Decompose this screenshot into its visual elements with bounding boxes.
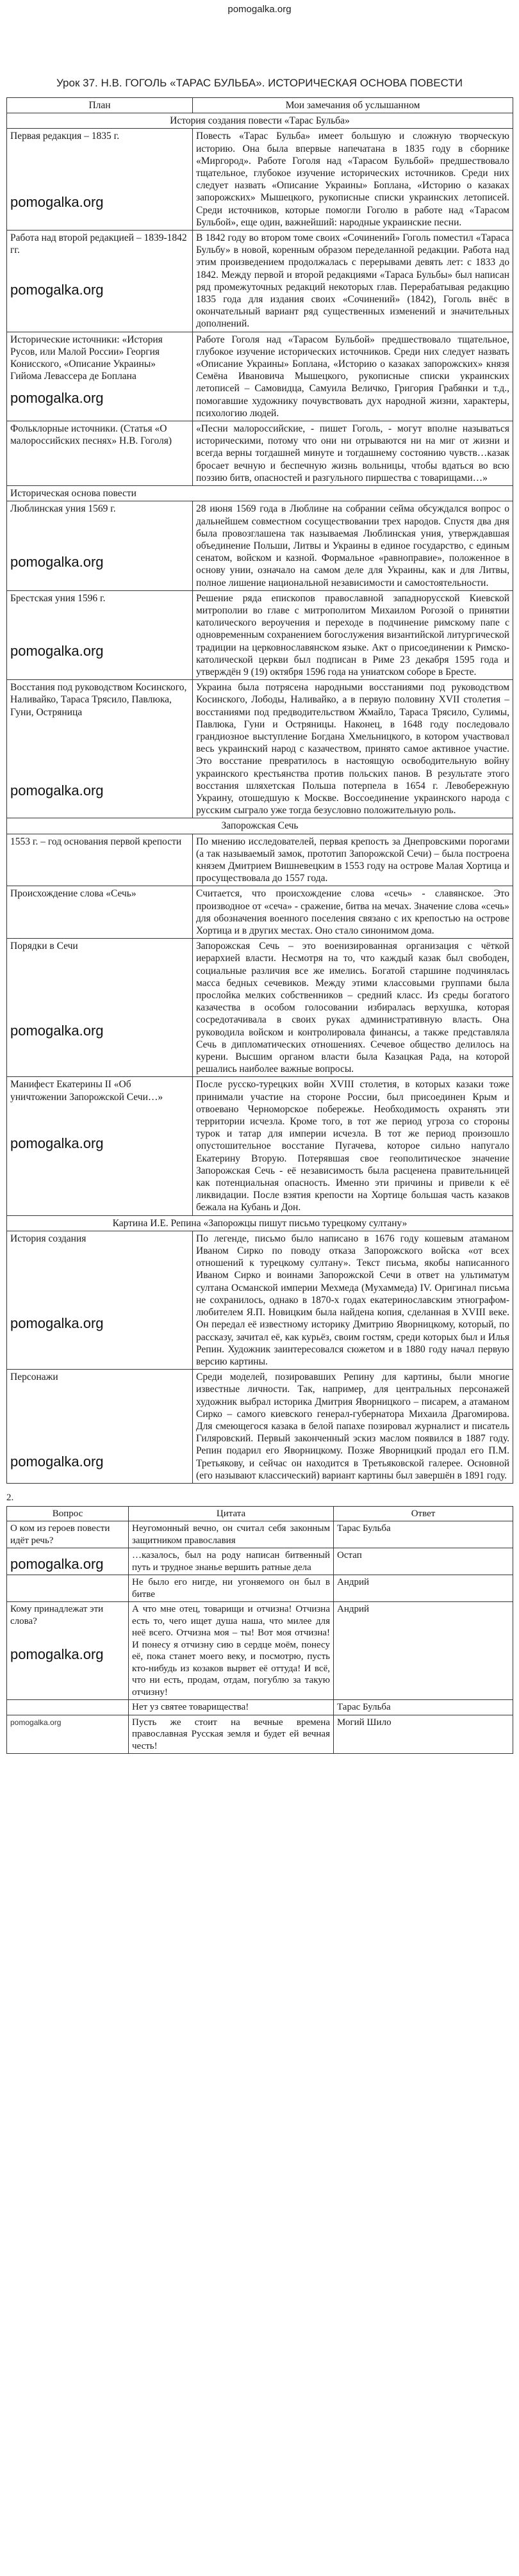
question-cell (7, 1548, 129, 1575)
watermark: pomogalka.org (10, 1717, 62, 1727)
plan-item: Порядки в Сечи pomogalka.org (7, 939, 193, 1077)
question-cell (7, 1575, 129, 1602)
question-cell: Кому принадлежат эти слова? pomogalka.org (7, 1602, 129, 1700)
table-row (7, 1548, 513, 1575)
notes-item: 28 июня 1569 года в Люблине на собрании сейма обсуждался вопрос о дальнейшем совместном сосуществовании трех народов. Спустя два дня была провозглашена так называемая Люблинская уния, утверждавшая объединение Польши, Литвы и Украины в единое государство, с единым сенатом, войском и казной. Формальное «равноправие», положенное в основу унии, означало на самом деле для Украины, как и для Литвы, полное лишение национальной независимости и самостоятельности. (193, 501, 513, 590)
header-notes: Мои замечания об услышанном (193, 98, 513, 113)
watermark: pomogalka.org (10, 282, 104, 298)
plan-item: Происхождение слова «Сечь» (7, 886, 193, 939)
notes-item: По мнению исследователей, первая крепость за Днепровскими порогами (а так называемый замок, прототип Запорожской Сечи) – была построена князем Дмитрием Вишневецким в 1553 году на острове Малая Хортица и просуществовала до 1557 года. (193, 834, 513, 886)
quote-cell: Нет уз святее товарищества! (129, 1700, 334, 1715)
plan-item: Брестская уния 1596 г. pomogalka.org (7, 590, 193, 679)
lesson-table (6, 97, 513, 1484)
watermark: pomogalka.org (10, 642, 104, 659)
table-row (7, 939, 513, 1077)
quote-cell: Не было его нигде, ни угоняемого он был в битве (129, 1575, 334, 1602)
table-row (7, 886, 513, 939)
quote-cell: Неугомонный вечно, он считал себя законным защитником православия (129, 1521, 334, 1548)
table-row (7, 1602, 513, 1700)
watermark: pomogalka.org (10, 390, 104, 407)
plan-item: 1553 г. – год основания первой крепости (7, 834, 193, 886)
plan-item: Манифест Екатерины II «Об уничтожении Запорожской Сечи…» pomogalka.org (7, 1077, 193, 1215)
quotes-table (6, 1506, 513, 1754)
notes-item: Решение ряда епископов православной западнорусской Киевской митрополии во главе с митрополитом Михаилом Рогозой о принятии католического вероучения и переходе в подчинение римскому папе с одновременным сохранением богослужения византийской литургической традиции на церковнославянском языке. Акт о присоединении к Римско-католической церкви был подписан в Риме 23 декабря 1595 года и утверждён 9 (19) октября 1596 года на униатском соборе в Бресте. (193, 590, 513, 679)
table-row (7, 1575, 513, 1602)
table-row (7, 590, 513, 679)
notes-item: Повесть «Тарас Бульба» имеет большую и сложную творческую историю. Она была впервые напечатана в 1835 году в сборнике «Миргород». Работе Гоголя над «Тарасом Бульбой» предшествовало тщательное, глубокое изучение исторических источников. Среди них следует назвать «Описание Украины» Боплана, «Историю о казаках запорожских» Мышецкого, рукописные списки украинских летописей. Среди источников, которые помогли Гоголю в работе над «Тарасом Бульбой», еще один, важнейший: народные украинские песни. (193, 129, 513, 231)
table-row (7, 680, 513, 818)
answer-cell: Тарас Бульба (334, 1521, 513, 1548)
table-header-row (7, 98, 513, 113)
header-plan: План (7, 98, 193, 113)
question-cell (7, 1700, 129, 1715)
plan-item: Восстания под руководством Косинского, Наливайко, Тараса Трясило, Павлюка, Гуни, Остряница pomogalka.org (7, 680, 193, 818)
answer-cell: Андрий (334, 1602, 513, 1700)
table-row (7, 501, 513, 590)
table-row (7, 332, 513, 421)
plan-item: Люблинская уния 1569 г. pomogalka.org (7, 501, 193, 590)
section-title: Историческая основа повести (7, 486, 513, 501)
answer-cell: Остап (334, 1548, 513, 1575)
watermark: pomogalka.org (10, 193, 104, 210)
watermark: pomogalka.org (10, 1454, 104, 1470)
notes-item: Украина была потрясена народными восстаниями под руководством Косинского, Лободы, Наливайко, а в первую половину XVII столетия – восстаниями под предводительством Жмайло, Тараса Трясило, Сулимы, Павлюка, Гуни и Остряницы. Наконец, в 1648 году последовало грандиозное выступление Богдана Хмельницкого, в котором участвовал весь украинский народ с казачеством, принято самое активное участие. Это восстание превратилось в настоящую освободительную войну украинского крестьянства против польских панов. В результате этого восстания шляхетская Польша потерпела в 1654 г. Левобережную Украину, отошедшую к Москве. Воссоединение украинского народа с русским сыграло уже тогда безусловно положительную роль. (193, 680, 513, 818)
watermark: pomogalka.org (10, 1135, 104, 1151)
table-row (7, 1521, 513, 1548)
plan-item: Персонажи pomogalka.org (7, 1370, 193, 1484)
watermark: pomogalka.org (10, 782, 104, 798)
plan-item: История создания pomogalka.org (7, 1231, 193, 1369)
task-number: 2. (6, 1492, 14, 1503)
question-cell (7, 1715, 129, 1754)
table-row (7, 421, 513, 486)
section-title: История создания повести «Тарас Бульба» (7, 113, 513, 129)
notes-item: Работе Гоголя над «Тарасом Бульбой» предшествовало тщательное, глубокое изучение исторических источников. Среди них следует назвать «Описание Украины» Боплана, «Историю о казаках запорожских» князя Семёна Ивановича Мышецкого, рукописные списки украинских летописей – Самовидца, Самуила Величко, Григория Грабянки и т.д., помогавшие художнику почувствовать дух народной жизни, характеры, психологию людей. (193, 332, 513, 421)
quote-cell: А что мне отец, товарищи и отчизна! Отчизна есть то, чего ищет душа наша, что милее для неё всего. Отчизна моя – ты! Вот моя отчизна! И понесу я отчизну сию в сердце моём, понесу её, пока станет моего веку, и посмотрю, пусть кто-нибудь из козаков вырвет её оттуда! И всё, что ни есть, продам, отдам, погублю за такую отчизну! (129, 1602, 334, 1700)
plan-item: Первая редакция – 1835 г. pomogalka.org (7, 129, 193, 231)
notes-item: По легенде, письмо было написано в 1676 году кошевым атаманом Иваном Сирко по поводу отказа Запорожского войска «от всех отношений к турецкому султану». Текст письма, якобы написанного Иваном Сирко и воинами Запорожской Сечи в ответ на ультиматум султана Османской империи Мехмеда (Мухаммеда) IV. Оригинал письма не сохранилось, однако в 1870-х годах екатеринославским этнографом-любителем Я.П. Новицким была найдена копия, сделанная в XVIII веке. Он передал её известному историку Дмитрию Яворницкому, который, по рассказу, зачитал её, как курьёз, своим гостям, среди которых был и Илья Репин. Художник заинтересовался сюжетом и в 1880 году начал первую версию картины. (193, 1231, 513, 1369)
table-header-row (7, 1506, 513, 1521)
watermark: pomogalka.org (10, 1556, 104, 1573)
watermark: pomogalka.org (10, 1646, 104, 1663)
table-row (7, 1700, 513, 1715)
header-question: Вопрос (7, 1506, 129, 1521)
answer-cell: Могий Шило (334, 1715, 513, 1754)
notes-item: В 1842 году во втором томе своих «Сочинений» Гоголь поместил «Тараса Бульбу» в новой, коренным образом переделанной редакции. Работа над этим произведением продолжалась с перерывами девять лет: с 1833 до 1842. Между первой и второй редакциями «Тараса Бульбы» был написан ряд промежуточных редакций некоторых глав. Перерабатывая редакцию 1835 года для издания своих «Сочинений» (1842), Гоголь внёс в окончательный вариант ряд существенных изменений и значительных дополнений. (193, 231, 513, 332)
answer-cell: Тарас Бульба (334, 1700, 513, 1715)
table-row (7, 129, 513, 231)
table-row (7, 1231, 513, 1369)
section-title: Картина И.Е. Репина «Запорожцы пишут письмо турецкому султану» (7, 1215, 513, 1231)
answer-cell: Андрий (334, 1575, 513, 1602)
header-answer: Ответ (334, 1506, 513, 1521)
table-row (7, 834, 513, 886)
site-watermark-top: pomogalka.org (227, 4, 292, 15)
quote-cell: …казалось, был на роду написан битвенный путь и трудное знанье вершить ратные дела (129, 1548, 334, 1575)
notes-item: «Песни малороссийские, - пишет Гоголь, - могут вполне называться историческими, потому что они ни отрываются ни на миг от жизни и всегда верны тогдашней минуте и тогдашнему состоянию чувств…казак бросает вечную и беспечную жизнь вольницы, чтобы вдаться во всю поэзию битв, опасностей и разгульного пиршества с товарищами…» (193, 421, 513, 486)
notes-item: После русско-турецких войн XVIII столетия, в которых казаки тоже принимали участие на стороне России, был присоединен Крым и отвоевано Черноморское побережье. Необходимость охранять эти территории исчезла. Кроме того, в тот же период угроза со стороны турок и татар для империи исчезла. В тот же период произошло опустошительное восстание Пугачева, которое сильно напугало Екатерину Вторую. Потерявшая свое геополитическое значение Запорожская Сечь - её независимость была расценена правительницей как потенциальная опасность. Именно эти причины и привели к её ликвидации. После взятия крепости на Хортице большая часть казаков бежала на Кубань и Дон. (193, 1077, 513, 1215)
quote-cell: Пусть же стоит на вечные времена православная Русская земля и будет ей вечная честь! (129, 1715, 334, 1754)
table-row (7, 1715, 513, 1754)
table-row (7, 1370, 513, 1484)
plan-item: Исторические источники: «История Русов, или Малой России» Георгия Конисского, «Описание Украины» Гийома Левассера де Боплана pomogalka.org (7, 332, 193, 421)
plan-item: Работа над второй редакцией – 1839-1842 гг. pomogalka.org (7, 231, 193, 332)
notes-item: Запорожская Сечь – это военизированная организация с чёткой иерархией власти. Несмотря на то, что каждый казак был свободен, социальные различия все же имелись. Богатой старшине подчинялась масса бедных сечевиков. Между этими классовыми группами была прослойка мелких собственников – средний класс. Из среды богатого казачества в особом голосовании избиралась верхушка, которая сосредотачивала в своих руках административную власть. Она руководила войском и контролировала финансы, а также представляла Сечь в дипломатических отношениях. Сечевое общество делилось на курени. Высшим органом власти была Казацкая Рада, на которой решались наиболее важные вопросы. (193, 939, 513, 1077)
plan-item: Фольклорные источники. (Статья «О малороссийских песнях» Н.В. Гоголя) (7, 421, 193, 486)
page-title: Урок 37. Н.В. ГОГОЛЬ «ТАРАС БУЛЬБА». ИСТОРИЧЕСКАЯ ОСНОВА ПОВЕСТИ (56, 77, 463, 89)
watermark: pomogalka.org (10, 553, 104, 570)
table-row (7, 231, 513, 332)
notes-item: Среди моделей, позировавших Репину для картины, были многие известные личности. Так, например, для центральных персонажей художник выбрал историка Дмитрия Яворницкого – писарем, а атаманом Сирко – самого киевского генерал-губернатора Михаила Драгомирова. Для смеющегося казака в белой папахе позировал журналист и писатель Гиляровский. Первый законченный эскиз маслом появился в 1887 году. Репин подарил его Яворницкому. Позже Яворницкий продал его П.М. Третьякову, и сейчас он находится в Третьяковской галерее. Основной (его называют классический) вариант картины был завершён в 1891 году. (193, 1370, 513, 1484)
section-title: Запорожская Сечь (7, 818, 513, 834)
table-row (7, 1077, 513, 1215)
watermark: pomogalka.org (10, 1315, 104, 1332)
question-cell: О ком из героев повести идёт речь? (7, 1521, 129, 1548)
notes-item: Считается, что происхождение слова «сечь» - славянское. Это производное от «сеча» - сражение, битва на мечах. Значение слова «сечь» для обозначения военного поселения связано с их крепостью на острове Хортица и в других местах. Оно стало синонимом дома. (193, 886, 513, 939)
watermark: pomogalka.org (10, 1023, 104, 1039)
header-quote: Цитата (129, 1506, 334, 1521)
